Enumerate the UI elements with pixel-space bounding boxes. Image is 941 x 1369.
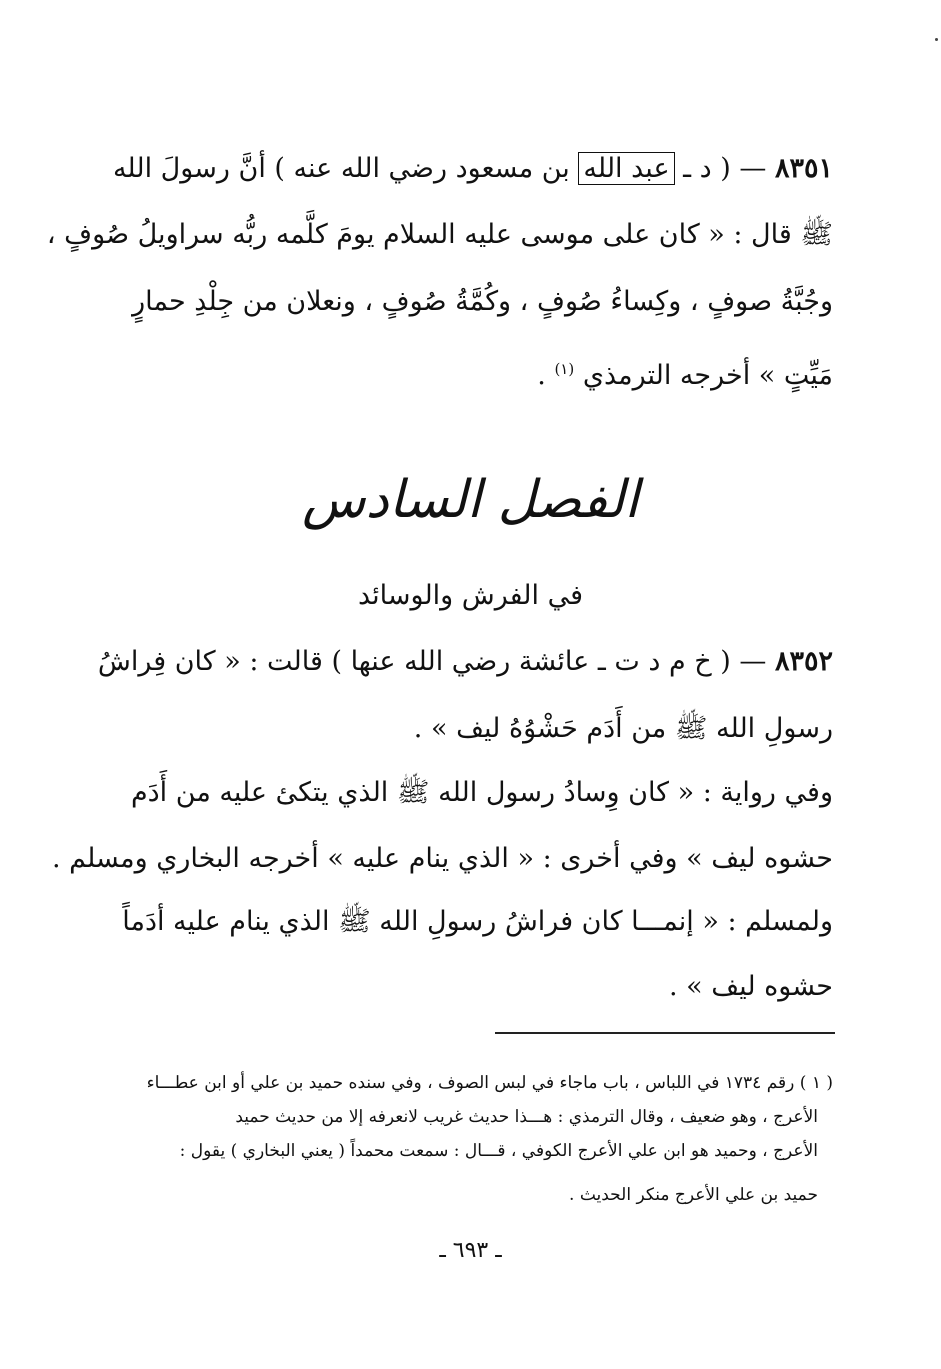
hadith-text: حشوه ليف » .	[668, 971, 833, 1002]
footnote-line-4	[108, 1184, 818, 1206]
chapter-title: الفصل السادس	[302, 470, 639, 530]
scan-mark	[935, 38, 938, 41]
footnote-text: حميد بن علي الأعرج منكر الحديث .	[569, 1185, 818, 1205]
hadith-text: رسولِ الله ﷺ من أَدَم حَشْوُهُ ليف » .	[413, 713, 833, 744]
hadith-8351-line-3	[108, 285, 833, 319]
hadith-8352-line-1	[97, 645, 833, 679]
hadith-text: ﷺ قال : « كان على موسى عليه السلام يومَ كلَّمه ربُّه سراويلُ صُوفٍ ،	[46, 219, 833, 250]
hadith-8352-line-4	[51, 842, 833, 876]
page-number: ـ ٦٩٣ ـ	[439, 1238, 502, 1263]
hadith-text: حشوه ليف » وفي أخرى : « الذي ينام عليه » أخرجه البخاري ومسلم .	[51, 843, 833, 874]
hadith-8352-line-5	[108, 905, 833, 939]
hadith-text: ( خ م د ت ـ عائشة رضي الله عنها ) قالت : « كان فِراشُ	[97, 646, 731, 677]
hadith-text: مَيِّتٍ » أخرجه الترمذي	[582, 360, 833, 391]
hadith-text: ولمسلم : « إنمـــا كان فراشُ رسولِ الله ﷺ الذي ينام عليه أدَماً	[122, 906, 833, 937]
hadith-8351-line-1	[108, 152, 833, 186]
hadith-text: وفي رواية : « كان وِسادُ رسول الله ﷺ الذي يتكئ عليه من أَدَم	[130, 777, 833, 808]
footnote-text: ( ١ ) رقم ١٧٣٤ في اللباس ، باب ماجاء في لبس الصوف ، وفي سنده حميد بن علي أو ابن عطـــاء	[146, 1073, 833, 1093]
footnote-marker: (١)	[554, 360, 575, 378]
footnote-separator	[495, 1032, 835, 1034]
hadith-8351-line-4	[108, 352, 833, 393]
chapter-subtitle: في الفرش والوسائد	[357, 580, 584, 611]
dash: —	[739, 153, 767, 184]
source-ref-rest: بن مسعود رضي الله عنه ) أنَّ رسولَ الله	[112, 153, 570, 184]
dash: —	[739, 646, 767, 677]
period: .	[537, 360, 546, 391]
source-ref: ( د ـ	[683, 153, 731, 184]
hadith-8352-line-6	[108, 970, 833, 1004]
footnote-line-3	[108, 1140, 818, 1162]
hadith-number: ٨٣٥١	[774, 153, 833, 184]
footnote-line-1	[108, 1072, 833, 1094]
bracketed-name: عبد الله	[578, 152, 674, 185]
footnote-text: الأعرج ، وهو ضعيف ، وقال الترمذي : هـــذا حديث غريب لانعرفه إلا من حديث حميد	[235, 1107, 818, 1127]
footnote-line-2	[108, 1106, 818, 1128]
hadith-8351-line-2	[46, 218, 833, 252]
hadith-8352-line-2	[108, 712, 833, 746]
footnote-text: الأعرج ، وحميد هو ابن علي الأعرج الكوفي ، قـــال : سمعت محمداً ( يعني البخاري ) يقول :	[179, 1141, 818, 1161]
hadith-8352-line-3	[108, 776, 833, 810]
hadith-number: ٨٣٥٢	[774, 646, 833, 677]
hadith-text: وجُبَّةُ صوفٍ ، وكِساءُ صُوفٍ ، وكُمَّةُ صُوفٍ ، ونعلان من جِلْدِ حمارٍ	[132, 286, 833, 317]
